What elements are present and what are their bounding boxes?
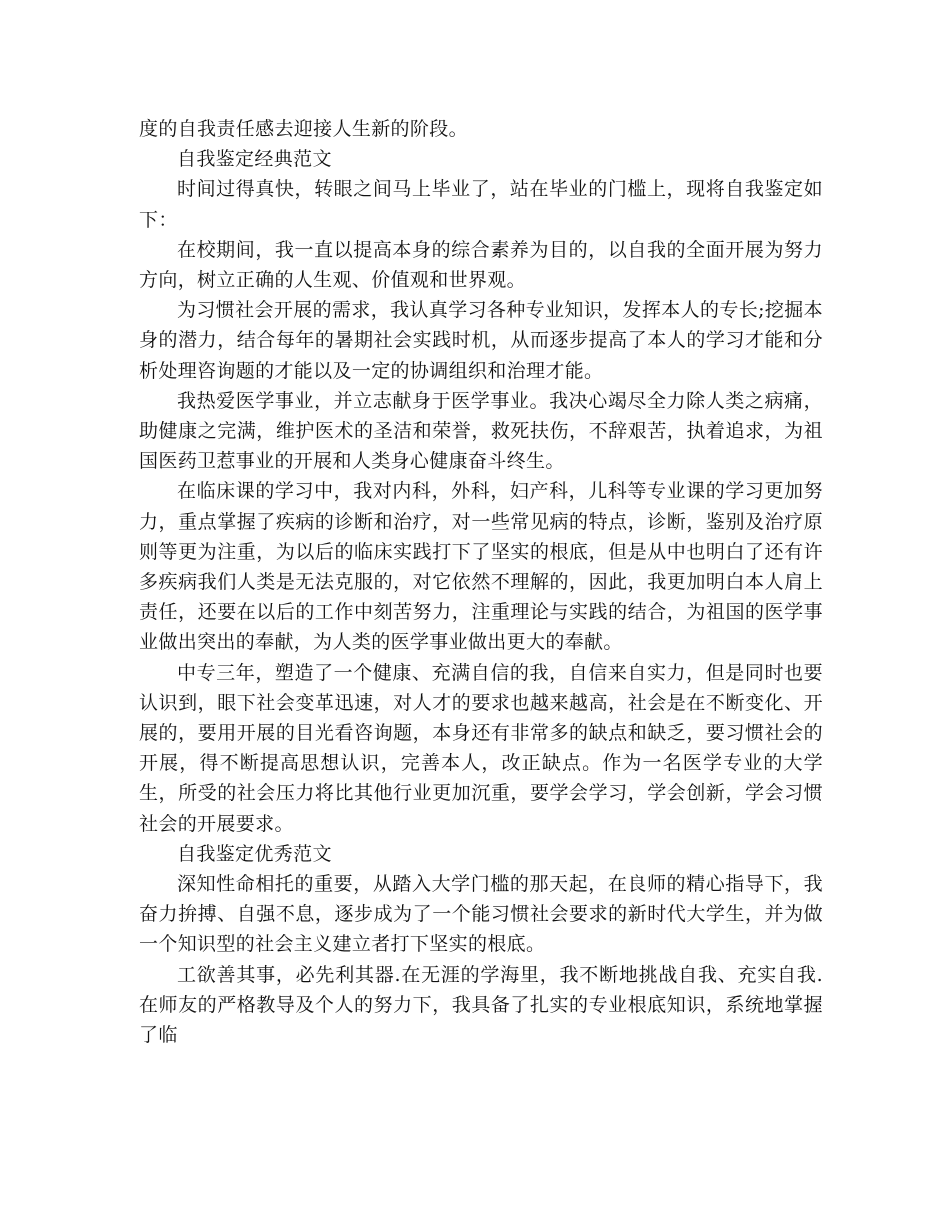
section-heading-classic: 自我鉴定经典范文	[177, 148, 332, 171]
document-page	[139, 114, 823, 1050]
body-paragraph: 时间过得真快，转眼之间马上毕业了，站在毕业的门槛上，现将自我鉴定如下：	[139, 178, 823, 231]
body-paragraph: 在临床课的学习中，我对内科，外科，妇产科，儿科等专业课的学习更加努力，重点掌握了疾病的诊断和治疗，对一些常见病的特点，诊断，鉴别及治疗原则等更为注重，为以后的临床实践打下了坚实的根底，但是从中也明白了还有许多疾病我们人类是无法克服的，对它依然不理解的，因此，我更加明白本人肩上责任，还要在以后的工作中刻苦努力，注重理论与实践的结合，为祖国的医学事业做出突出的奉献，为人类的医学事业做出更大的奉献。	[139, 480, 823, 654]
section-heading-excellent: 自我鉴定优秀范文	[177, 842, 332, 865]
body-paragraph: 深知性命相托的重要，从踏入大学门槛的那天起，在良师的精心指导下，我奋力拚搏、自强不息，逐步成为了一个能习惯社会要求的新时代大学生，并为做一个知识型的社会主义建立者打下坚实的根底。	[139, 873, 823, 956]
continuation-paragraph: 度的自我责任感去迎接人生新的阶段。	[139, 118, 468, 140]
body-paragraph: 我热爱医学事业，并立志献身于医学事业。我决心竭尽全力除人类之病痛，助健康之完满，维护医术的圣洁和荣誉，救死扶伤，不辞艰苦，执着追求，为祖国医药卫惹事业的开展和人类身心健康奋斗终生。	[139, 389, 823, 473]
body-paragraph: 中专三年，塑造了一个健康、充满自信的我，自信来自实力，但是同时也要认识到，眼下社会变革迅速，对人才的要求也越来越高，社会是在不断变化、开展的，要用开展的目光看咨询题，本身还有非常多的缺点和缺乏，要习惯社会的开展，得不断提高思想认识，完善本人，改正缺点。作为一名医学专业的大学生，所受的社会压力将比其他行业更加沉重，要学会学习，学会创新，学会习惯社会的开展要求。	[139, 661, 823, 835]
body-paragraph: 在校期间，我一直以提高本身的综合素养为目的，以自我的全面开展为努力方向，树立正确的人生观、价值观和世界观。	[139, 238, 823, 292]
body-paragraph: 工欲善其事，必先利其器.在无涯的学海里，我不断地挑战自我、充实自我.在师友的严格教导及个人的努力下，我具备了扎实的专业根底知识，系统地掌握了临	[139, 963, 823, 1047]
body-paragraph: 为习惯社会开展的需求，我认真学习各种专业知识，发挥本人的专长;挖掘本身的潜力，结合每年的暑期社会实践时机，从而逐步提高了本人的学习才能和分析处理咨询题的才能以及一定的协调组织和治理才能。	[139, 299, 823, 382]
